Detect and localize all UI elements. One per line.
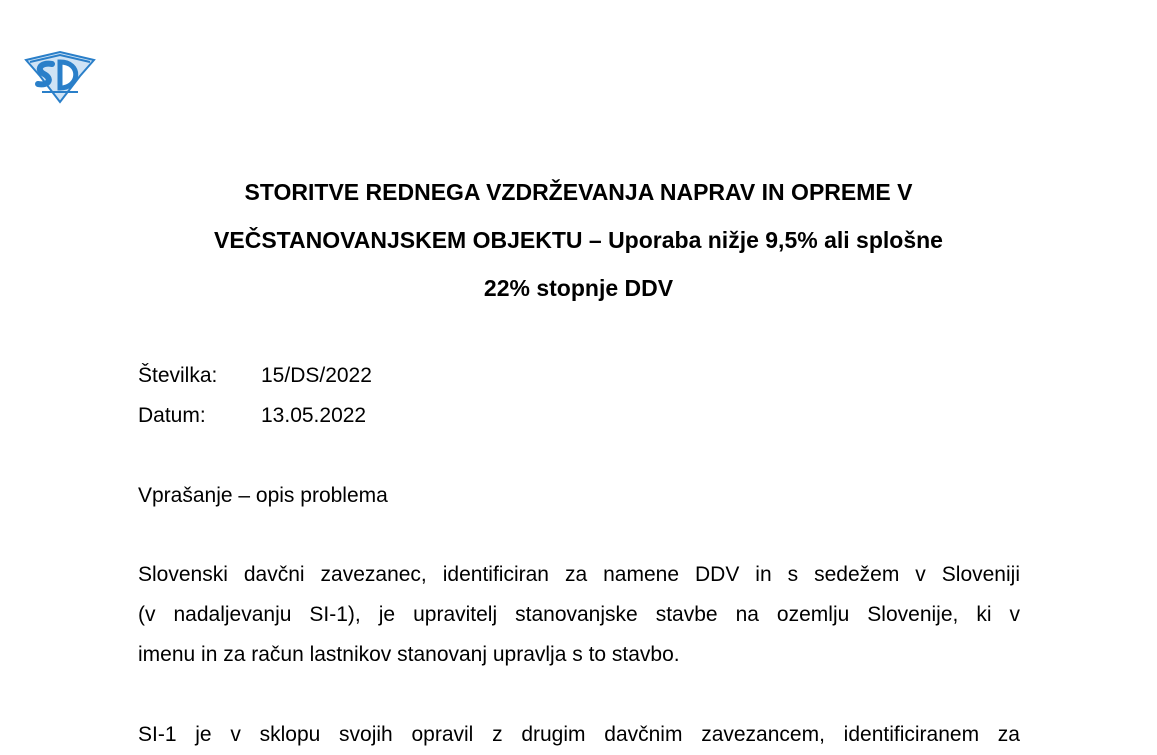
document-meta (138, 356, 372, 436)
section-heading: Vprašanje – opis problema (138, 484, 388, 507)
date-label: Datum: (138, 404, 206, 427)
sd-logo-icon (22, 48, 96, 104)
paragraph-1 (138, 555, 1020, 675)
document-title (100, 168, 1057, 312)
meta-date-row (138, 396, 372, 436)
paragraph-2-line-1: SI-1 je v sklopu svojih opravil z drugim davčnim zavezancem, identificiranem za (138, 723, 1020, 746)
number-label: Številka: (138, 364, 218, 387)
paragraph-1-line-3: imenu in za račun lastnikov stanovanj upravlja s to stavbo. (138, 643, 680, 666)
date-value: 13.05.2022 (261, 404, 367, 427)
title-line-2: VEČSTANOVANJSKEM OBJEKTU – Uporaba nižje 9,5% ali splošne (214, 227, 943, 253)
title-line-3: 22% stopnje DDV (483, 275, 674, 301)
meta-number-row (138, 356, 372, 396)
number-value: 15/DS/2022 (261, 364, 372, 387)
paragraph-2 (138, 715, 1020, 755)
paragraph-1-line-1: Slovenski davčni zavezanec, identificiran za namene DDV in s sedežem v Sloveniji (138, 563, 1020, 586)
title-line-1: STORITVE REDNEGA VZDRŽEVANJA NAPRAV IN OPREME V (244, 179, 913, 205)
paragraph-1-line-2: (v nadaljevanju SI-1), je upravitelj stanovanjske stavbe na ozemlju Slovenije, ki v (138, 603, 1020, 626)
